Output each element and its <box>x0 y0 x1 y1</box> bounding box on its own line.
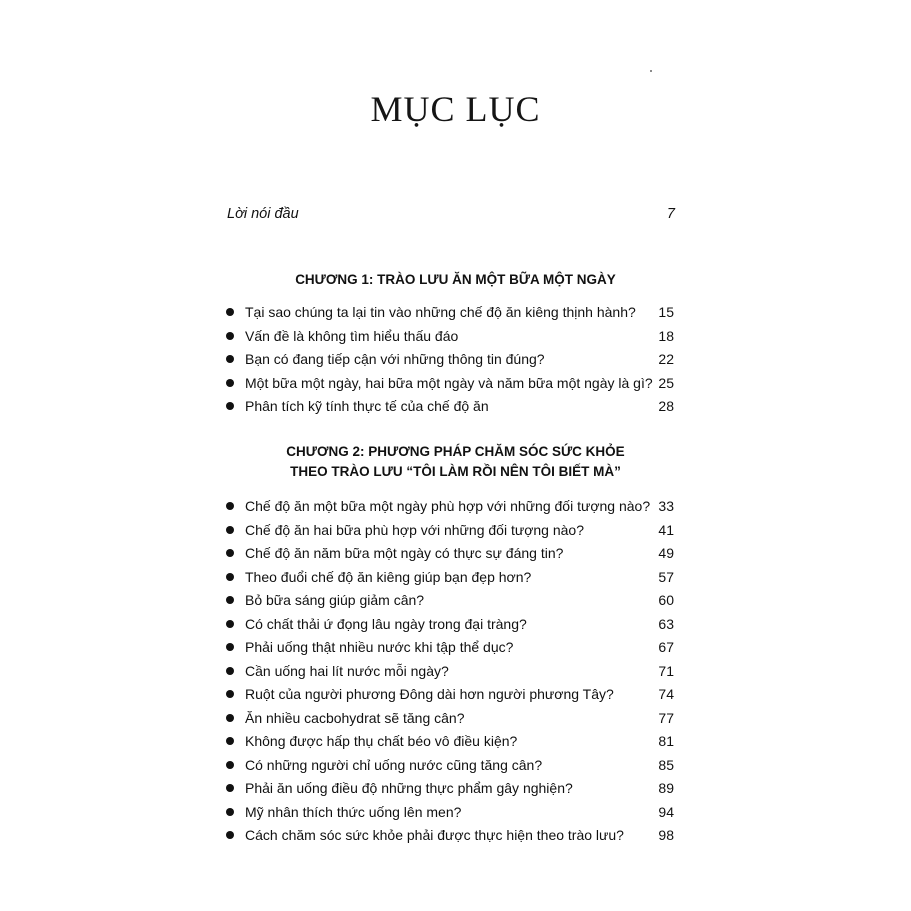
toc-entry[interactable] <box>0 661 911 681</box>
toc-entry[interactable] <box>0 349 911 369</box>
toc-entry[interactable] <box>0 520 911 540</box>
bullet-icon <box>226 667 234 675</box>
toc-entry-title: Có những người chỉ uống nước cũng tăng cân? <box>245 756 543 773</box>
bullet-icon <box>226 332 234 340</box>
toc-entry[interactable] <box>0 684 911 704</box>
toc-entry-page-number: 94 <box>658 803 674 820</box>
toc-entry-title: Phân tích kỹ tính thực tế của chế độ ăn <box>245 398 489 414</box>
toc-entry-title: Chế độ ăn năm bữa một ngày có thực sự đáng tin? <box>245 545 564 561</box>
bullet-icon <box>226 379 234 387</box>
toc-entry-page-number: 49 <box>658 545 674 561</box>
toc-entry[interactable] <box>0 825 911 845</box>
bullet-icon <box>226 643 234 651</box>
toc-entry-page-number: 77 <box>658 709 674 726</box>
toc-entry-page-number: 33 <box>658 498 674 514</box>
bullet-icon <box>226 761 234 769</box>
toc-entry-title: Một bữa một ngày, hai bữa một ngày và năm bữa một ngày là gì? <box>245 374 653 391</box>
toc-entry[interactable] <box>0 396 911 416</box>
chapter-1-heading <box>200 270 711 290</box>
chapter-1-heading-text: CHƯƠNG 1: TRÀO LƯU ĂN MỘT BỮA MỘT NGÀY <box>295 272 616 287</box>
bullet-icon <box>226 620 234 628</box>
toc-entry-title: Ruột của người phương Đông dài hơn người phương Tây? <box>245 686 614 702</box>
toc-entry-title: Theo đuổi chế độ ăn kiêng giúp bạn đẹp hơn? <box>245 568 532 585</box>
bullet-icon <box>226 808 234 816</box>
toc-entry-title: Chế độ ăn hai bữa phù hợp với những đối tượng nào? <box>245 521 585 538</box>
toc-entry-page-number: 71 <box>658 662 674 679</box>
toc-entry[interactable] <box>0 567 911 587</box>
preface-entry[interactable] <box>227 206 675 222</box>
toc-entry-title: Bạn có đang tiếp cận với những thông tin đúng? <box>245 351 545 367</box>
bullet-icon <box>226 831 234 839</box>
preface-label: Lời nói đầu <box>227 206 299 222</box>
toc-entry[interactable] <box>0 637 911 657</box>
bullet-icon <box>226 737 234 745</box>
toc-entry[interactable] <box>0 326 911 346</box>
preface-page-number: 7 <box>666 206 675 222</box>
toc-entry[interactable] <box>0 373 911 393</box>
toc-entry-page-number: 89 <box>658 780 674 796</box>
bullet-icon <box>226 784 234 792</box>
bullet-icon <box>226 355 234 363</box>
toc-entry-title: Phải ăn uống điều độ những thực phẩm gây nghiện? <box>245 780 573 796</box>
toc-entry[interactable] <box>0 543 911 563</box>
bullet-icon <box>226 690 234 698</box>
toc-entry[interactable] <box>0 778 911 798</box>
toc-entry-title: Không được hấp thụ chất béo vô điều kiện? <box>245 733 518 749</box>
toc-entry-title: Ăn nhiều cacbohydrat sẽ tăng cân? <box>245 709 465 726</box>
toc-entry-title: Cách chăm sóc sức khỏe phải được thực hiện theo trào lưu? <box>245 827 624 843</box>
toc-entry-title: Tại sao chúng ta lại tin vào những chế độ ăn kiêng thịnh hành? <box>245 304 636 320</box>
toc-entry-title: Cần uống hai lít nước mỗi ngày? <box>245 662 449 679</box>
chapter-2-heading <box>200 442 711 482</box>
bullet-icon <box>226 596 234 604</box>
toc-entry-page-number: 81 <box>658 733 674 749</box>
toc-entry-page-number: 41 <box>658 521 674 538</box>
chapter-2-heading-line-1: CHƯƠNG 2: PHƯƠNG PHÁP CHĂM SÓC SỨC KHỎE <box>286 444 625 459</box>
chapter-2-heading-line-2: THEO TRÀO LƯU “TÔI LÀM RỒI NÊN TÔI BIẾT MÀ” <box>290 464 621 479</box>
toc-entry-page-number: 28 <box>658 398 674 414</box>
toc-entry[interactable] <box>0 708 911 728</box>
bullet-icon <box>226 549 234 557</box>
toc-entry-title: Có chất thải ứ đọng lâu ngày trong đại tràng? <box>245 615 527 632</box>
toc-entry-page-number: 18 <box>658 327 674 344</box>
toc-entry-page-number: 22 <box>658 351 674 367</box>
page-title: MỤC LỤC <box>370 89 541 129</box>
toc-entry[interactable] <box>0 731 911 751</box>
toc-entry-title: Phải uống thật nhiều nước khi tập thể dục? <box>245 639 514 655</box>
toc-entry-title: Vấn đề là không tìm hiểu thấu đáo <box>245 327 459 344</box>
toc-entry-page-number: 60 <box>658 592 674 608</box>
toc-entry[interactable] <box>0 614 911 634</box>
toc-entry-page-number: 67 <box>658 639 674 655</box>
toc-entry[interactable] <box>0 496 911 516</box>
page-speck <box>650 70 652 72</box>
toc-entry-page-number: 85 <box>658 756 674 773</box>
toc-entry-page-number: 98 <box>658 827 674 843</box>
toc-entry-page-number: 25 <box>658 374 674 391</box>
toc-entry[interactable] <box>0 802 911 822</box>
toc-entry-page-number: 15 <box>658 304 674 320</box>
bullet-icon <box>226 714 234 722</box>
toc-entry-title: Chế độ ăn một bữa một ngày phù hợp với những đối tượng nào? <box>245 498 651 514</box>
bullet-icon <box>226 573 234 581</box>
bullet-icon <box>226 402 234 410</box>
toc-entry-page-number: 57 <box>658 568 674 585</box>
toc-entry-page-number: 63 <box>658 615 674 632</box>
toc-entry[interactable] <box>0 302 911 322</box>
toc-entry-page-number: 74 <box>658 686 674 702</box>
toc-entry[interactable] <box>0 755 911 775</box>
bullet-icon <box>226 502 234 510</box>
toc-entry-title: Bỏ bữa sáng giúp giảm cân? <box>245 592 425 608</box>
bullet-icon <box>226 308 234 316</box>
toc-entry[interactable] <box>0 590 911 610</box>
toc-entry-title: Mỹ nhân thích thức uống lên men? <box>245 803 462 820</box>
bullet-icon <box>226 526 234 534</box>
